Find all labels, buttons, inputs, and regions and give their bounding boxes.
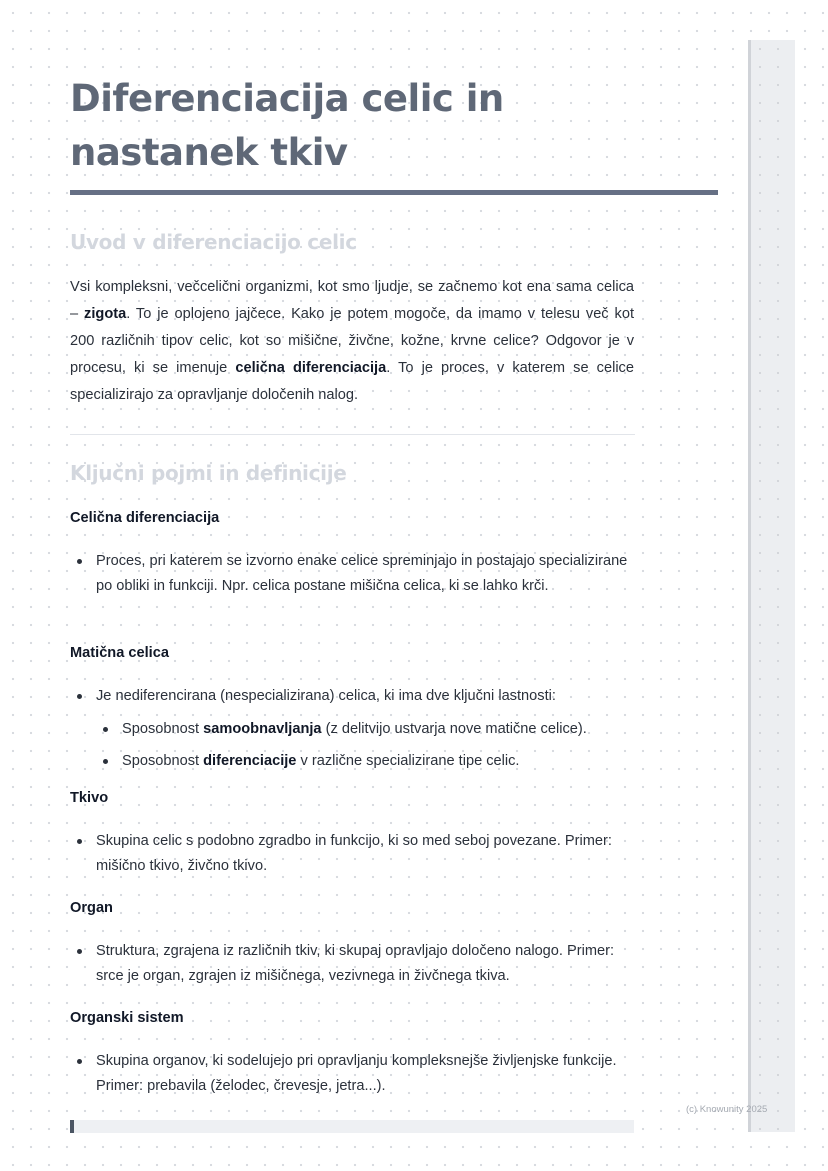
intro-text-2: . To je oplojeno jajčece. Kako je potem mogoče, da imamo v telesu več kot 200 različnih tipov celic, kot so mišične, živčne, kožne, krvne celice? Odgovor je v procesu, ki se imenuje [70, 306, 634, 376]
sub-item-text: (z delitvijo ustvarja nove matične celice). [321, 720, 587, 737]
intro-bold-differentiation: celična diferenciacija [235, 360, 387, 376]
term-title-organ-system: Organski sistem [70, 1010, 184, 1026]
intro-paragraph [70, 274, 634, 409]
list-item [70, 684, 630, 774]
list-item-text: Je nediferencirana (nespecializirana) celica, ki ima dve ključni lastnosti: [96, 688, 556, 704]
intro-text-1: Vsi kompleksni, večcelični organizmi, kot smo ljudje, se začnemo kot ena sama celica – [70, 279, 634, 322]
term-title-organ: Organ [70, 900, 113, 916]
intro-bold-zigota: zigota [84, 306, 127, 322]
terms-heading: Ključni pojmi in definicije [70, 461, 347, 485]
intro-text-3: . To je proces, v katerem se celice specializirajo za opravljanje določenih nalog. [70, 360, 634, 403]
sub-list-item [96, 749, 630, 774]
page-side-strip [748, 40, 795, 1132]
sub-item-bold: samoobnavljanja [203, 720, 322, 737]
title-block [70, 72, 635, 180]
list-item: Struktura, zgrajena iz različnih tkiv, ki skupaj opravljajo določeno nalogo. Primer: srce je organ, zgrajen iz mišičnega, vezivnega in živčnega tkiva. [70, 939, 630, 988]
list-item: Skupina organov, ki sodelujejo pri opravljanju kompleksnejše življenjske funkcije. Primer: prebavila (želodec, črevesje, jetra...). [70, 1049, 630, 1098]
sub-list-item [96, 717, 630, 742]
page-title: Diferenciacija celic in nastanek tkiv [70, 77, 504, 174]
term-list-tissue [70, 829, 630, 878]
list-item: Skupina celic s podobno zgradbo in funkcijo, ki so med seboj povezane. Primer: mišično tkivo, živčno tkivo. [70, 829, 630, 878]
list-item: Proces, pri katerem se izvorno enake celice spreminjajo in postajajo specializirane po obliki in funkciji. Npr. celica postane mišična celica, ki se lahko krči. [70, 549, 630, 598]
section-divider [70, 434, 635, 435]
sub-item-text: v različne specializirane tipe celic. [296, 753, 520, 769]
sub-item-bold: diferenciacije [203, 753, 297, 769]
title-divider [70, 190, 718, 195]
term-list-cell-differentiation [70, 549, 630, 598]
term-list-organ [70, 939, 630, 988]
term-title-tissue: Tkivo [70, 790, 109, 806]
sub-item-text: Sposobnost [122, 753, 204, 769]
term-list-stem-cell [70, 684, 630, 774]
term-title-cell-differentiation: Celična diferenciacija [70, 510, 220, 526]
term-list-organ-system [70, 1049, 630, 1098]
intro-heading: Uvod v diferenciacijo celic [70, 230, 357, 254]
sub-list [96, 717, 630, 774]
term-title-stem-cell: Matična celica [70, 645, 169, 661]
copyright-footer: (c) Knowunity 2025 [686, 1104, 768, 1115]
bottom-bar-marker [70, 1120, 74, 1133]
bottom-bar [70, 1120, 634, 1133]
sub-item-text: Sposobnost [122, 720, 204, 737]
